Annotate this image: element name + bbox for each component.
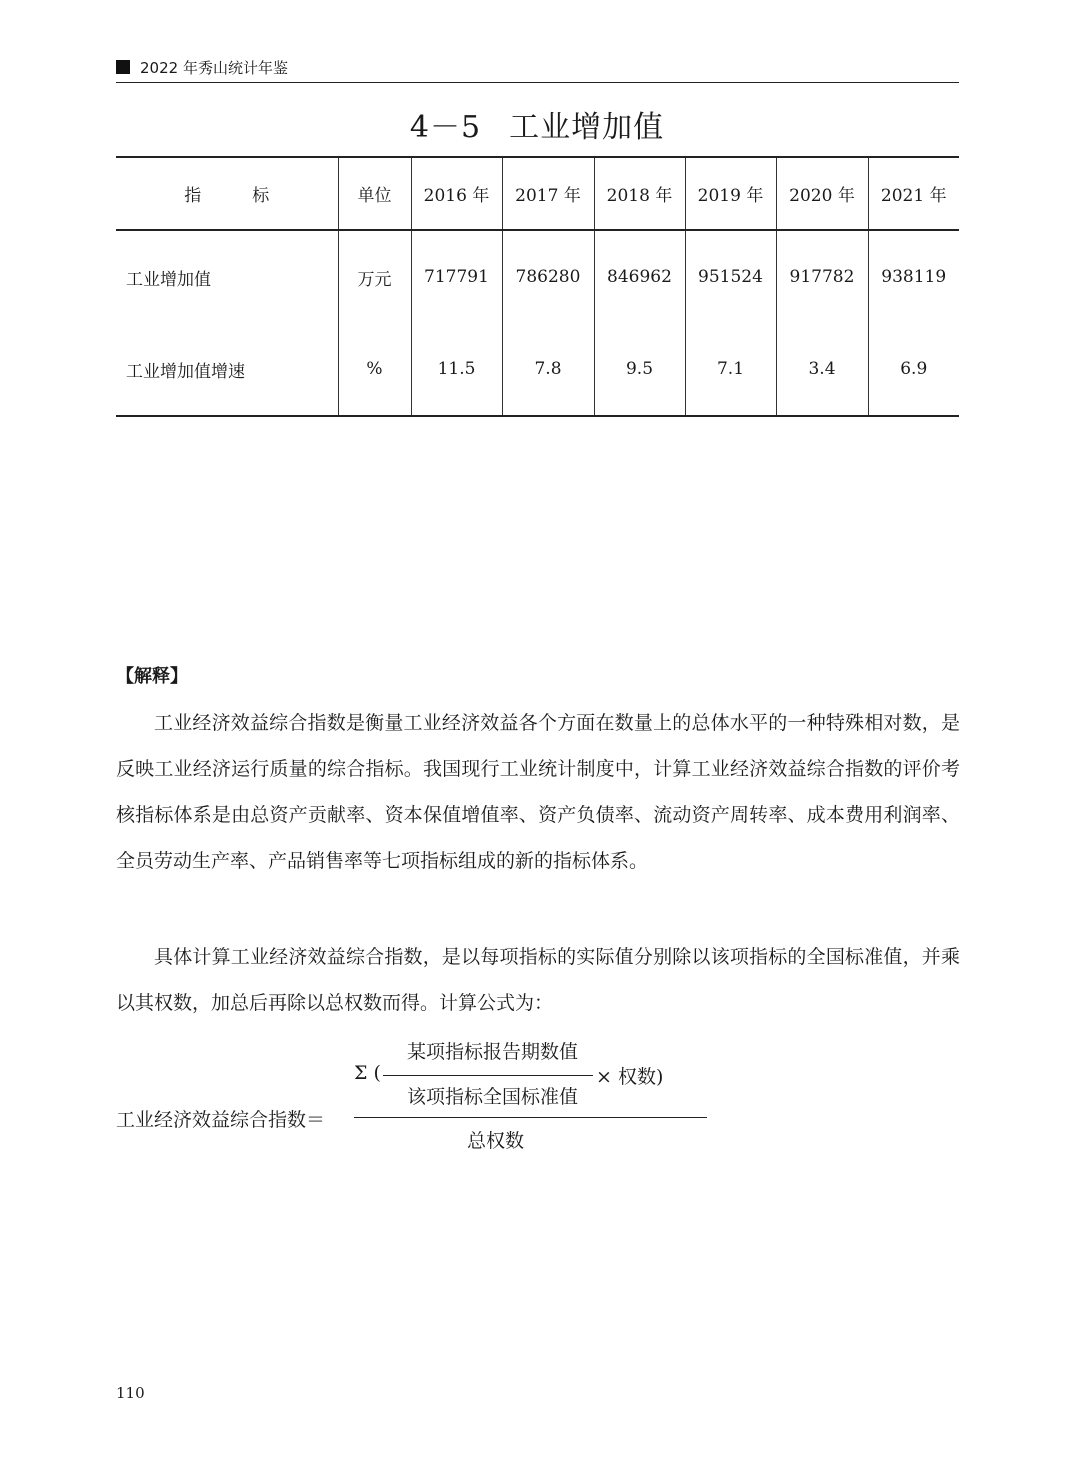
year-header: 2017 年 (502, 157, 594, 230)
formula-lhs: 工业经济效益综合指数＝ (116, 1109, 326, 1131)
value-cell: 717791 (411, 230, 502, 323)
formula-outer-fraction-bar (354, 1117, 707, 1118)
explanation-paragraph: 工业经济效益综合指数是衡量工业经济效益各个方面在数量上的总体水平的一种特殊相对数，是反映工业经济运行质量的综合指标。我国现行工业统计制度中，计算工业经济效益综合指数的评价考核指标体系是由总资产贡献率、资本保值增值率、资产负债率、流动资产周转率、成本费用利润率、全员劳动生产率、产品销售率等七项指标组成的新的指标体系。 (116, 712, 960, 872)
formula-sigma: Σ ( (354, 1062, 381, 1084)
year-header: 2016 年 (411, 157, 502, 230)
table-row (116, 323, 959, 416)
page-number: 110 (116, 1384, 145, 1402)
year-header: 2018 年 (594, 157, 685, 230)
year-header: 2020 年 (776, 157, 868, 230)
value-cell: 917782 (776, 230, 868, 323)
value-cell: 786280 (502, 230, 594, 323)
explanation-paragraph: 具体计算工业经济效益综合指数，是以每项指标的实际值分别除以该项指标的全国标准值，并乘以其权数，加总后再除以总权数而得。计算公式为： (116, 946, 960, 1014)
year-header: 2021 年 (868, 157, 959, 230)
unit-cell: % (338, 323, 411, 416)
value-cell: 6.9 (868, 323, 959, 416)
unit-cell: 万元 (338, 230, 411, 323)
formula-inner-fraction-bar (383, 1075, 593, 1076)
unit-header: 单位 (338, 157, 411, 230)
value-cell: 11.5 (411, 323, 502, 416)
header-row (116, 157, 959, 230)
value-cell: 9.5 (594, 323, 685, 416)
value-cell: 938119 (868, 230, 959, 323)
value-cell: 846962 (594, 230, 685, 323)
formula-inner-numerator: 某项指标报告期数值 (407, 1041, 579, 1063)
industrial-value-added-table (116, 156, 959, 417)
header-title: 2022 年秀山统计年鉴 (140, 59, 288, 77)
indicator-name: 工业增加值增速 (116, 323, 338, 416)
value-cell: 951524 (685, 230, 776, 323)
table-row (116, 230, 959, 323)
formula-times-weight: × 权数) (596, 1066, 664, 1088)
indicator-header: 指 标 (116, 157, 338, 230)
value-cell: 3.4 (776, 323, 868, 416)
running-header (116, 58, 959, 83)
table-title (0, 102, 1074, 146)
header-square-icon (116, 60, 130, 74)
table-number: 4－5 (409, 110, 482, 145)
indicator-name: 工业增加值 (126, 269, 211, 290)
value-cell: 7.1 (685, 323, 776, 416)
formula-outer-denominator: 总权数 (467, 1130, 525, 1152)
value-cell: 7.8 (502, 323, 594, 416)
formula-inner-denominator: 该项指标全国标准值 (407, 1086, 579, 1108)
table-title-text: 工业增加值 (509, 110, 665, 145)
year-header: 2019 年 (685, 157, 776, 230)
explanation-heading: 【解释】 (116, 666, 188, 687)
